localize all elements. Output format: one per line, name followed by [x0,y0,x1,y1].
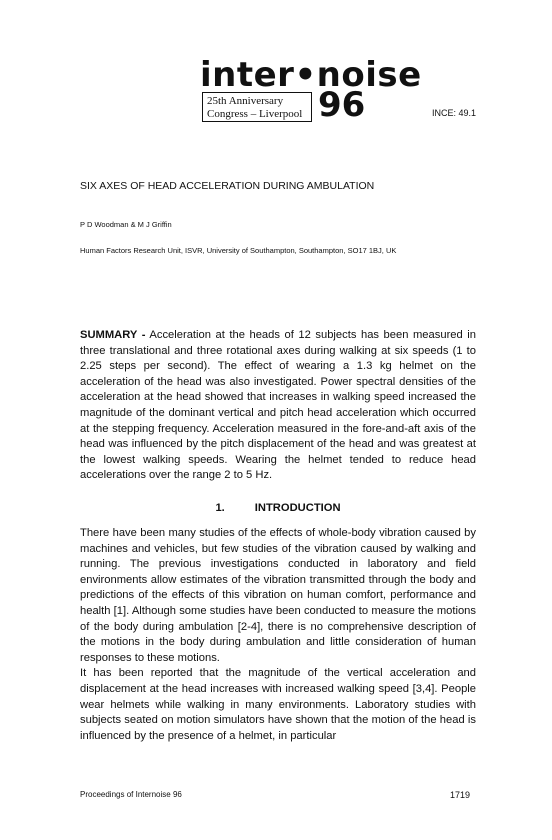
summary-text: Acceleration at the heads of 12 subjects has been measured in three translational and three rotational axes during walking at six speeds (1 to 2.25 steps per second). The effect of wearing a 1.3 kg helmet on the acceleration of the head was also investigated. Power spectral densities of the acceleration at the head showed that increases in walking speed increased the magnitude of the dominant vertical and pitch head acceleration which occurred at the stepping frequency. Acceleration measured in the fore-and-aft axis of the head was influenced by the pitch displacement of the head and was greatest at the lowest walking speeds. Wearing the helmet tended to reduce head accelerations over the range 2 to 5 Hz. [80,329,476,482]
logo-box-line2: Congress – Liverpool [207,108,303,120]
logo-box-line1: 25th Anniversary [207,95,284,107]
intro-paragraph-2: It has been reported that the magnitude of the vertical acceleration and displacement at the head increases with increased walking speed [3,4]. People wear helmets while walking in many environments. Laboratory studies with subjects seated on motion simulators have shown that the motion of the head is influenced by the presence of a helmet, in particular [80,667,476,742]
ince-code: INCE: 49.1 [432,108,477,118]
section-heading-text: INTRODUCTION [254,502,341,514]
summary-lead: SUMMARY - [80,329,146,341]
paper-affiliation: Human Factors Research Unit, ISVR, University of Southampton, Southampton, SO17 1BJ, UK [80,246,397,255]
footer-proceedings: Proceedings of Internoise 96 [80,790,182,799]
intro-paragraph-1: There have been many studies of the effects of whole-body vibration caused by machines and vehicles, but few studies of the vibration caused by walking and running. The previous investigations conducted in laboratory and field environments allow estimates of the vibration transmitted through the body and predictions of the effects of this vibration on human comfort, performance and health [1]. Although some studies have been conducted to measure the motions of the body during ambulation [2-4], there is no comprehensive description of the motions in the body during ambulation and little consideration of human responses to these motions. [80,527,476,664]
footer-page-number: 1719 [450,790,471,800]
section-number: 1. [215,502,225,514]
paper-title: SIX AXES OF HEAD ACCELERATION DURING AMBULATION [80,180,375,192]
conference-logo-box [202,92,312,122]
introduction-body [80,526,476,744]
conference-logo-title: inter•noise [200,55,422,95]
conference-logo-number: 96 [318,85,366,125]
summary-paragraph [80,328,476,484]
paper-authors: P D Woodman & M J Griffin [80,220,172,229]
section-heading-introduction [80,502,476,514]
